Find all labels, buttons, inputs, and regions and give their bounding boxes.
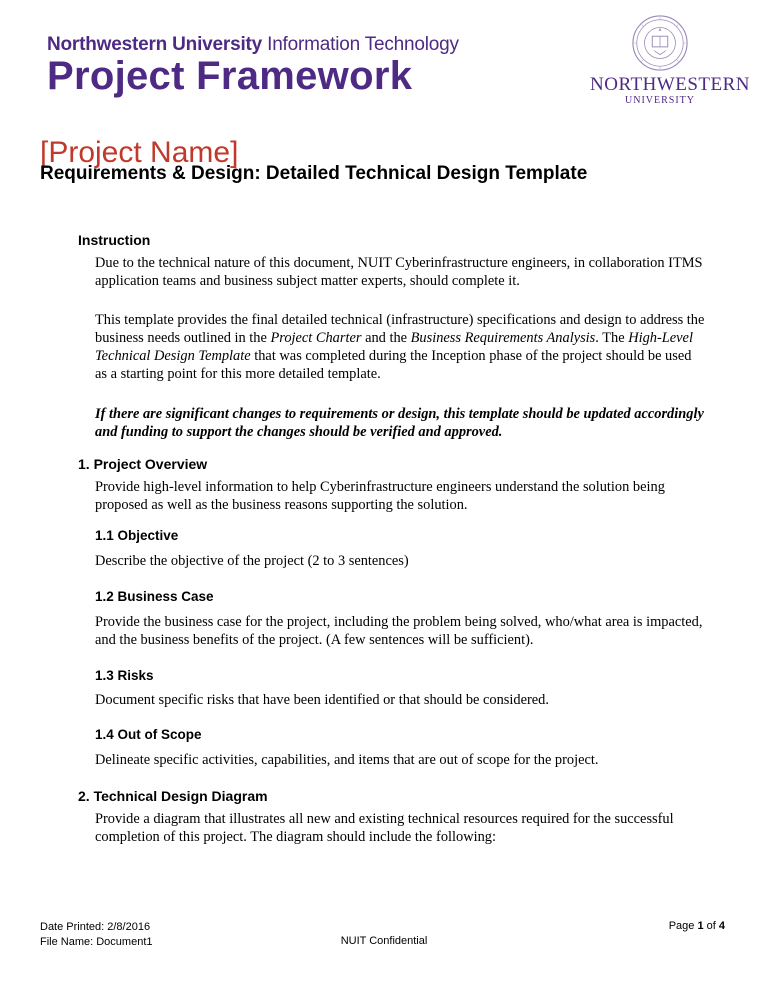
- doc-ref-high-level-design: High-Level Technical Design Template: [95, 330, 693, 364]
- instruction-para-2: [95, 311, 705, 383]
- doc-ref-project-charter: Project Charter: [270, 330, 362, 346]
- instruction-para-1: Due to the technical nature of this document, NUIT Cyberinfrastructure engineers, in collaboration ITMS application teams and business subject matter experts, should complete it.: [95, 255, 703, 289]
- footer-page-number: [600, 920, 725, 932]
- page-current: 1: [697, 920, 704, 932]
- text-run: This template provides the final detailed technical (infrastructure) specifications and design to address the business needs outlined in the: [95, 312, 705, 346]
- section-1-4-text: Delineate specific activities, capabilities, and items that are out of scope for the project.: [95, 752, 599, 768]
- doc-ref-business-requirements: Business Requirements Analysis: [410, 330, 596, 346]
- section-1-heading: 1. Project Overview: [78, 456, 208, 472]
- text-run: . The: [595, 330, 629, 346]
- brand-university: Northwestern University: [47, 34, 263, 55]
- text-run: and the: [361, 330, 411, 346]
- section-1-3-heading: 1.3 Risks: [95, 668, 154, 683]
- instruction-heading: Instruction: [78, 232, 151, 248]
- section-1-1-text: Describe the objective of the project (2 to 3 sentences): [95, 553, 409, 569]
- logo-sub: UNIVERSITY: [625, 95, 695, 106]
- university-seal-icon: [631, 14, 689, 72]
- instruction-para-3: If there are significant changes to requirements or design, this template should be updated accordingly and funding to support the changes should be verified and approved.: [95, 406, 704, 440]
- section-1-text: Provide high-level information to help Cyberinfrastructure engineers understand the solution being proposed as well as the business reasons supporting the solution.: [95, 479, 665, 513]
- footer-file-name: File Name: Document1: [40, 936, 153, 948]
- northwestern-logo: [590, 14, 751, 106]
- footer-date-printed: Date Printed: 2/8/2016: [40, 921, 151, 933]
- section-2-heading: 2. Technical Design Diagram: [78, 788, 268, 804]
- text-run: that was completed during the Inception phase of the project should be used as a starting point for this more detailed template.: [95, 348, 692, 382]
- section-1-4-heading: 1.4 Out of Scope: [95, 727, 202, 742]
- framework-title: Project Framework: [47, 54, 413, 98]
- document-subtitle: Requirements & Design: Detailed Technical Design Template: [40, 163, 588, 184]
- brand-line: [47, 34, 459, 56]
- section-1-2-text: Provide the business case for the project, including the problem being solved, who/what area is impacted, and the business benefits of the project. (A few sentences will be sufficient).: [95, 614, 703, 648]
- page-total: 4: [718, 920, 725, 932]
- logo-name: NORTHWESTERN: [590, 74, 751, 95]
- footer-confidential: NUIT Confidential: [340, 935, 428, 947]
- header-brand: [47, 34, 459, 99]
- section-1-3-text: Document specific risks that have been identified or that should be considered.: [95, 692, 549, 708]
- page-of: of: [703, 920, 719, 932]
- page-label: Page: [668, 920, 698, 932]
- section-2-text: Provide a diagram that illustrates all new and existing technical resources required for the successful completion of this project. The diagram should include the following:: [95, 811, 674, 845]
- section-1-2-heading: 1.2 Business Case: [95, 589, 214, 604]
- brand-it: Information Technology: [267, 34, 459, 55]
- section-1-1-heading: 1.1 Objective: [95, 528, 179, 543]
- project-name: [Project Name]: [40, 136, 239, 169]
